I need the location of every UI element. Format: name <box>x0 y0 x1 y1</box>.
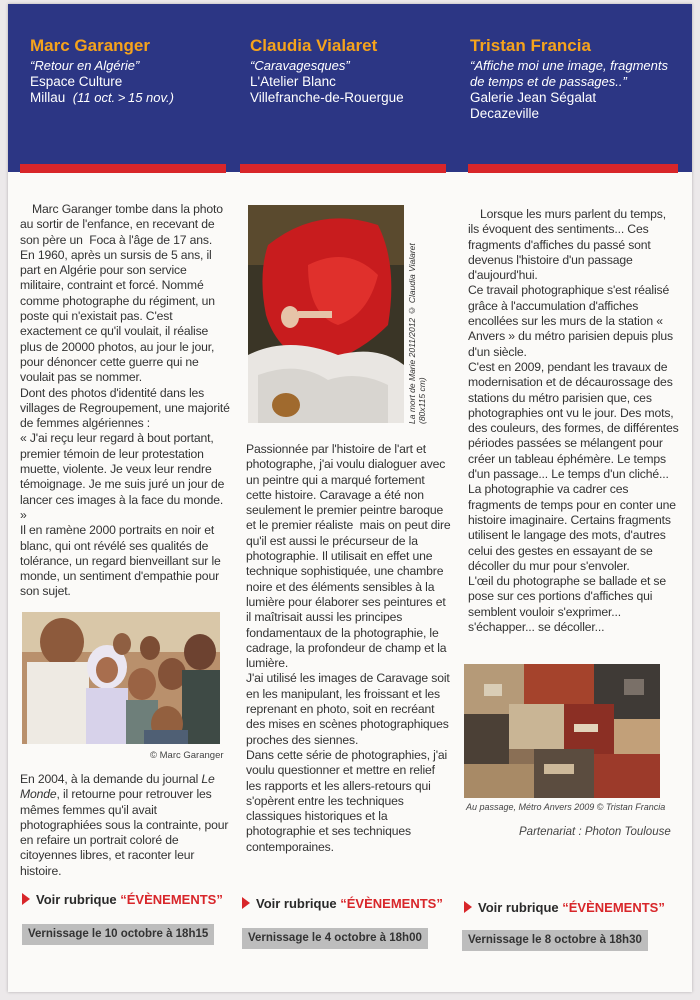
artist-name: Tristan Francia <box>470 36 591 55</box>
paragraph: Dont des photos d'identité dans les villages de Regroupement, une majorité de femmes algériennes : <box>20 385 230 431</box>
newspaper-name: Le Monde <box>20 772 215 802</box>
red-rule-col1 <box>20 164 226 173</box>
city: Decazeville <box>470 106 540 121</box>
photo-image <box>248 205 404 423</box>
vernissage-badge-1: Vernissage le 10 octobre à 18h15 <box>22 924 214 945</box>
exhibition-title: “Retour en Algérie” <box>30 58 140 73</box>
paragraph: Ce travail photographique s'est réalisé grâce à l'accumulation d'affiches encollées sur les murs de la station « Anvers » du métro parisien depuis plus d'un siècle. <box>468 283 673 359</box>
photo-image <box>22 612 220 744</box>
caption-line-2: (80x115 cm) <box>417 377 427 424</box>
venue: Galerie Jean Ségalat <box>470 90 597 105</box>
venue: L'Atelier Blanc <box>250 74 336 89</box>
arrow-right-icon <box>242 897 250 909</box>
photo-algerian-women <box>22 612 220 744</box>
artist-name: Marc Garanger <box>30 36 150 55</box>
paragraph: Il en ramène 2000 portraits en noir et blanc, qui ont révélé ses qualités de tolérance, un regard bienveillant sur le monde, un sentiment d'empathie pour son sujet. <box>20 523 221 599</box>
paragraph: Passionnée par l'histoire de l'art et photographe, j'ai voulu dialoguer avec un peintre qui a marqué fortement cette histoire. Caravage a été non seulement le premier peintre baroque et le premier réaliste mais on peut dire qu'il est aussi le précurseur de la photographie. Il utilisait en effet une technique sophistiquée, une chambre noire et des éléments sensibles à la lumière pour élaborer ses peintures et il maîtrisait aussi les principes fondamentaux de la photographie, le cadrage, la profondeur de champ et la lumière. <box>246 442 451 671</box>
red-rule-col2 <box>240 164 446 173</box>
paragraph: Dans cette série de photographies, j'ai voulu questionner et mettre en relief les rapports et les allers-retours qui s'opèrent entre les techniques classiques historiques et la photographie et ses techniques contemporaines. <box>246 747 448 854</box>
artist-name: Claudia Vialaret <box>250 36 378 55</box>
paragraph-start: En 2004, à la demande du journal <box>20 772 202 786</box>
city: Villefranche-de-Rouergue <box>250 90 404 105</box>
red-rule-col3 <box>468 164 678 173</box>
header-artist-garanger <box>30 36 174 106</box>
column-vialaret-text <box>246 442 452 855</box>
vernissage-badge-2: Vernissage le 4 octobre à 18h00 <box>242 928 428 949</box>
evenements-label: “ÉVÈNEMENTS” <box>340 896 443 911</box>
photo-metro-anvers <box>464 664 660 798</box>
voir-prefix: Voir rubrique <box>256 896 341 911</box>
exhibition-title-line-1: “Affiche moi une image, fragments <box>470 58 668 73</box>
city: Millau <box>30 90 66 105</box>
arrow-right-icon <box>22 893 30 905</box>
header-artist-vialaret <box>250 36 404 106</box>
quote: « J'ai reçu leur regard à bout portant, premier témoin de leur protestation muette, violente. Je veux leur rendre témoignage. Je me suis juré un jour de lancer ces images à la face du monde. » <box>20 431 225 522</box>
voir-prefix: Voir rubrique <box>36 892 121 907</box>
photo-caption: Au passage, Métro Anvers 2009 © Tristan Francia <box>466 802 666 812</box>
photo-credit: © Marc Garanger <box>150 750 224 761</box>
photo-la-mort-de-marie <box>248 205 404 423</box>
voir-rubrique-link-1[interactable] <box>22 892 223 907</box>
vernissage-badge-3: Vernissage le 8 octobre à 18h30 <box>462 930 648 951</box>
paragraph: J'ai utilisé les images de Caravage soit en les manipulant, les froissant et les reprenant en photo, soit en recréant des mises en scènes photographiques proches des siennes. <box>246 671 450 747</box>
evenements-label: “ÉVÈNEMENTS” <box>562 900 665 915</box>
evenements-label: “ÉVÈNEMENTS” <box>120 892 223 907</box>
brochure-page <box>8 4 692 992</box>
voir-rubrique-link-3[interactable] <box>464 900 665 915</box>
header-artist-francia <box>470 36 668 122</box>
voir-prefix: Voir rubrique <box>478 900 563 915</box>
column-garanger-text-bottom <box>20 772 232 879</box>
photo-image <box>464 664 660 798</box>
caption-line-1: La mort de Marie 2011/2012 © Claudia Vialaret <box>407 243 417 424</box>
header-band <box>8 4 692 172</box>
exhibition-dates: (11 oct. > 15 nov.) <box>72 90 174 105</box>
paragraph: Marc Garanger tombe dans la photo au sortir de l'enfance, en recevant de son père un Foca à l'âge de 17 ans. <box>20 202 223 247</box>
column-francia-text <box>468 207 680 635</box>
arrow-right-icon <box>464 901 472 913</box>
paragraph: C'est en 2009, pendant les travaux de modernisation et de décaurossage des stations du métro parisien que, ces photographies ont vu le jour. Des mots, des couleurs, des formes, de différentes périodes passées se mélangent pour créer un tableau éphémère. Le temps d'un passage... Le temps d'un cliché... La photographie va cadrer ces fragments de temps pour en conter une histoire imaginaire. Certains fragments utilisent le langage des mots, d'autres celui des gestes en essayant de se décoller du mur pour s'envoler. <box>468 359 679 573</box>
paragraph: En 1960, après un sursis de 5 ans, il part en Algérie pour son service militaire, contraint et forcé. Nommé comme photographe du régiment, un poste qui n'existait pas. C'est exactement ce qu'il voulait, il réalise plus de 20000 photos, au jour le jour, pour dénoncer cette guerre qui ne voulait pas se nommer. <box>20 247 215 385</box>
venue: Espace Culture <box>30 74 123 89</box>
paragraph-end: , il retourne pour retrouver les mêmes femmes qu'il avait photographiées sous la contrainte, pour en refaire un portrait coloré de citoyennes libres, et raconter leur histoire. <box>20 787 229 878</box>
partner-note: Partenariat : Photon Toulouse <box>519 826 671 838</box>
column-garanger-text-top <box>20 202 232 600</box>
photo-caption-vertical <box>407 236 427 424</box>
paragraph: L'œil du photographe se ballade et se pose sur ces portions d'affiches qui semblent vouloir s'exprimer... s'échapper... se décoller... <box>468 574 667 635</box>
paragraph: Lorsque les murs parlent du temps, ils évoquent des sentiments... Ces fragments d'affiches du passé sont devenus l'histoire d'un passage d'aujourd'hui. <box>468 207 666 283</box>
exhibition-title: “Caravagesques” <box>250 58 350 73</box>
voir-rubrique-link-2[interactable] <box>242 896 443 911</box>
exhibition-title-line-2: de temps et de passages..” <box>470 74 627 89</box>
